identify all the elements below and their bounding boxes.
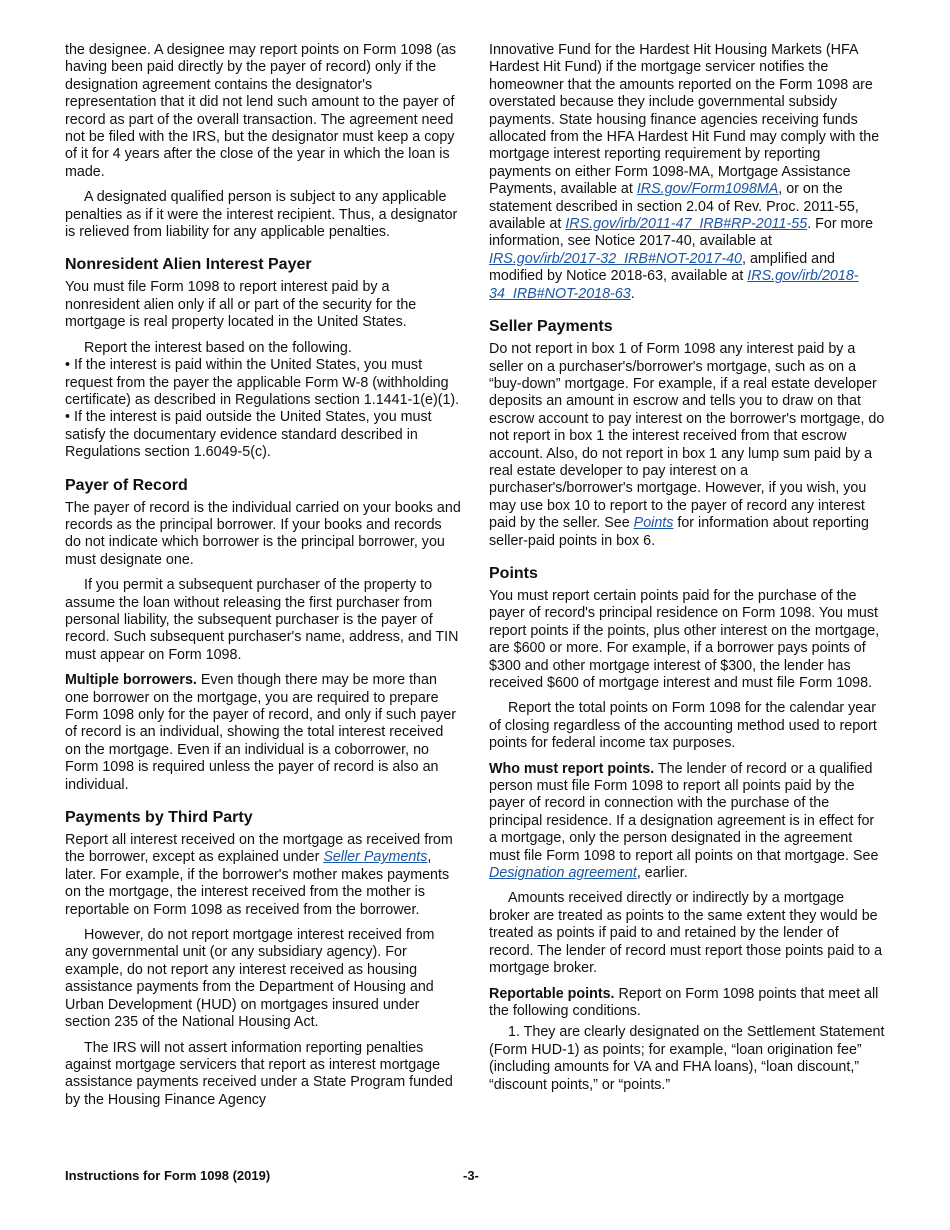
multiple-borrowers-text: Even though there may be more than one borrower on the mortgage, you are required to prepare Form 1098 only for the payer of record, and only if such payer of record is an individual, showing the total interest received on the mortgage. Even if an individual is a coborrower, no Form 1098 is required unless the payer of record is also an individual.	[65, 672, 456, 793]
report-interest-paragraph: Report the interest based on the following.	[84, 339, 352, 356]
hhf-text-a: Innovative Fund for the Hardest Hit Housing Markets (HFA Hardest Hit Fund) if the mortgage servicer notifies the homeowner that the amounts reported on the Form 1098 are overstated because they include governmental subsidy payments. State housing finance agencies receiving funds allocated from the HFA Hardest Hit Fund may comply with the mortgage interest reporting requirement by reporting payments on either Form 1098-MA, Mortgage Assistance Payments, available at	[489, 42, 880, 198]
notice-2017-40-link[interactable]: IRS.gov/irb/2017-32_IRB#NOT-2017-40	[489, 250, 742, 267]
page-number: -3-	[463, 1168, 479, 1183]
mortgage-broker-paragraph: Amounts received directly or indirectly by a mortgage broker are treated as points to the same extent they would be treated as points if paid to and retained by the lender of record. The lender of record must report those points paid to a mortgage broker.	[489, 890, 883, 977]
bullet-within-us: • If the interest is paid within the United States, you must request from the payer the applicable Form W-8 (withholding certificate) as described in Regulations section 1.1441-1(e)(1).	[65, 357, 461, 409]
hhf-text-e: .	[630, 285, 635, 302]
right-column	[489, 42, 885, 1102]
footer-title: Instructions for Form 1098 (2019)	[65, 1168, 271, 1183]
hardest-hit-fund-paragraph	[489, 42, 885, 303]
seller-payments-paragraph	[489, 341, 885, 550]
left-column	[65, 42, 461, 1117]
seller-text-a: Do not report in box 1 of Form 1098 any interest paid by a seller on a purchaser's/borrower's mortgage, such as on a “buy-down” mortgage. For example, if a real estate developer deposits an amount in escrow and tells you to draw on that escrow account to pay interest on the borrower's mortgage, do not report in box 1 the interest received from that escrow account. Also, do not report in box 1 any lump sum paid by a real estate developer to pay interest on a purchaser's/borrower's mortgage. However, if you wish, you may use box 10 to report to the payer of record any interest paid by the seller. See	[489, 341, 885, 532]
governmental-unit-paragraph: However, do not report mortgage interest received from any governmental unit (or any subsidiary agency). For example, do not report any interest received as housing assistance payments from the Department of Housing and Urban Development (HUD) on mortgages insured under section 235 of the National Housing Act.	[65, 927, 435, 1031]
multiple-borrowers-paragraph	[65, 672, 461, 794]
third-party-heading: Payments by Third Party	[65, 809, 253, 827]
subsequent-purchaser-paragraph: If you permit a subsequent purchaser of the property to assume the loan without releasing the first purchaser from personal liability, the subsequent purchaser is the payer of record. Such subsequent purchaser's name, address, and TIN must appear on Form 1098.	[65, 577, 459, 663]
who-text-b: , earlier.	[636, 865, 688, 882]
condition-1-number: 1.	[508, 1024, 520, 1041]
designated-person-paragraph: A designated qualified person is subject to any applicable penalties as if it were the interest recipient. Thus, a designator is relieved from liability for any applicable penalties.	[65, 189, 458, 241]
seller-text-b: for information about reporting seller-paid points in box 6.	[489, 515, 869, 549]
payer-of-record-heading: Payer of Record	[65, 476, 188, 494]
designation-agreement-link[interactable]: Designation agreement	[489, 865, 637, 882]
reportable-points-runin-head: Reportable points.	[489, 985, 615, 1002]
form1098ma-link[interactable]: IRS.gov/Form1098MA	[636, 181, 779, 198]
who-must-report-paragraph	[489, 761, 885, 883]
points-link[interactable]: Points	[633, 515, 674, 532]
who-must-report-runin-head: Who must report points.	[489, 760, 655, 777]
points-paragraph: You must report certain points paid for the purchase of the payer of record's principal residence on Form 1098. You must report points if the points, plus other interest on the mortgage, are $600 or more. For example, if a borrower pays points of $300 and other mortgage interest of $300, the lender has received $600 of mortgage interest and must file Form 1098.	[489, 587, 880, 691]
multiple-borrowers-runin-head: Multiple borrowers.	[65, 672, 197, 689]
who-text-a: The lender of record or a qualified person must file Form 1098 to report all points paid by the payer of record in connection with the purchase of the principal residence. If a designation agreement is in effect for a mortgage, only the person designated in the agreement must file Form 1098 to report all points on that mortgage. See	[489, 760, 879, 864]
bullet-outside-us: • If the interest is paid outside the United States, you must satisfy the documentary evidence standard described in Regulations section 1.6049-5(c).	[65, 409, 461, 461]
payer-of-record-paragraph: The payer of record is the individual carried on your books and records as the principal borrower. If your books and records do not indicate which borrower is the principal borrower, you must designate one.	[65, 499, 461, 568]
seller-payments-heading: Seller Payments	[489, 318, 613, 336]
report-total-points-paragraph: Report the total points on Form 1098 for the calendar year of closing regardless of the accounting method used to report points for federal income tax purposes.	[489, 700, 877, 752]
hhf-text-d: , amplified and modified by Notice 2018-63, available at	[489, 250, 835, 285]
nonresident-heading: Nonresident Alien Interest Payer	[65, 256, 312, 274]
notice-2018-63-link[interactable]: IRS.gov/irb/2018-34_IRB#NOT-2018-63	[489, 268, 859, 302]
third-party-text-b: , later. For example, if the borrower's mother makes payments on the mortgage, the interest received from the mother is reportable on Form 1098 as received from the borrower.	[65, 849, 450, 918]
hhf-text-c: . For more information, see Notice 2017-40, available at	[489, 216, 874, 250]
nonresident-paragraph: You must file Form 1098 to report interest paid by a nonresident alien only if all or part of the security for the mortgage is real property located in the United States.	[65, 279, 417, 331]
points-heading: Points	[489, 564, 538, 582]
reportable-points-text: Report on Form 1098 points that meet all the following conditions.	[489, 985, 879, 1019]
rev-proc-2011-55-link[interactable]: IRS.gov/irb/2011-47_IRB#RP-2011-55	[565, 216, 808, 233]
irs-penalties-paragraph: The IRS will not assert information reporting penalties against mortgage servicers that report as interest mortgage assistance payments received under a State Program funded by the Housing Finance Agency	[65, 1039, 453, 1108]
third-party-paragraph	[65, 832, 461, 919]
condition-1-text: They are clearly designated on the Settlement Statement (Form HUD-1) as points; for example, “loan origination fee” (including amounts for VA and FHA loans), “loan discount,” “discount points,” or “points.”	[489, 1024, 885, 1093]
seller-payments-link[interactable]: Seller Payments	[323, 849, 428, 866]
reportable-points-paragraph	[489, 986, 885, 1021]
hhf-text-b: , or on the statement described in section 2.04 of Rev. Proc. 2011-55, available at	[489, 181, 859, 233]
third-party-text-a: Report all interest received on the mortgage as received from the borrower, except as explained under	[65, 832, 453, 866]
condition-1-paragraph	[489, 1024, 885, 1094]
designee-paragraph: the designee. A designee may report points on Form 1098 (as having been paid directly by the payer of record) only if the designation agreement contains the designator's representation that it did not lend such amount to the payer of record as part of the overall transaction. The agreement need not be filed with the IRS, but the designator must keep a copy of it for 4 years after the close of the year in which the loan is made.	[65, 42, 457, 180]
